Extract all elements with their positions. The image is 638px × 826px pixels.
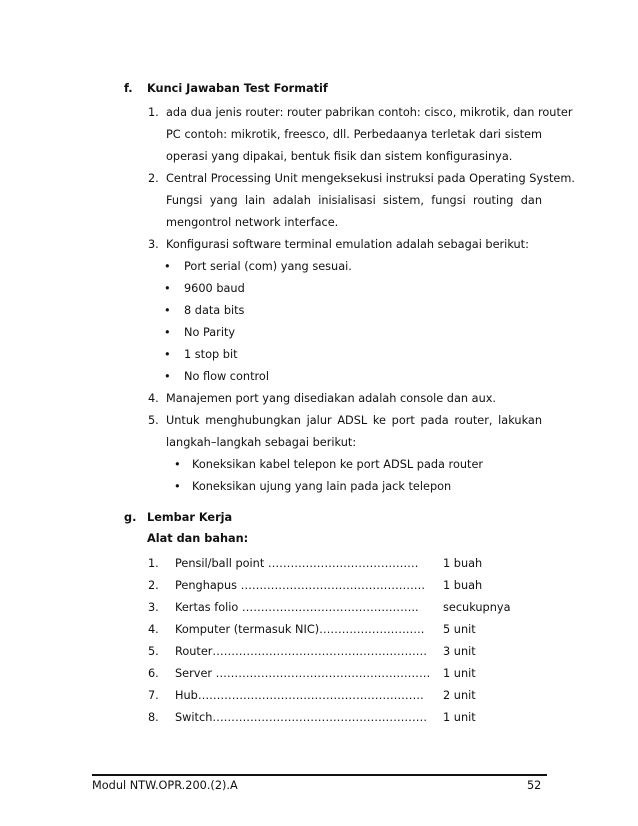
answer-line: mengontrol network interface. [166, 216, 339, 229]
bullet-dot: • [164, 348, 171, 361]
table-row-qty: 1 buah [443, 557, 483, 570]
table-row-item: Komputer (termasuk NIC)………………………. [175, 623, 425, 636]
section-g-letter: g. [124, 511, 137, 524]
answer-line: operasi yang dipakai, bentuk fisik dan sistem konfigurasinya. [166, 150, 513, 163]
table-row-item: Kertas folio ……………………………………….. [175, 601, 419, 614]
answer-number: 2. [148, 172, 159, 185]
answer-number: 1. [148, 106, 159, 119]
answer-line: PC contoh: mikrotik, freesco, dll. Perbedaanya terletak dari sistem [166, 128, 542, 141]
answer-line: Manajemen port yang disediakan adalah console dan aux. [166, 392, 497, 405]
table-row-item: Server ………………………………………………… [175, 667, 431, 680]
answer-number: 5. [148, 414, 159, 427]
bullet-dot: • [164, 304, 171, 317]
answer-line: langkah–langkah sebagai berikut: [166, 436, 357, 449]
answer-number: 3. [148, 238, 159, 251]
bullet-dot: • [174, 458, 181, 471]
table-row-qty: 5 unit [443, 623, 476, 636]
answer-line: Konfigurasi software terminal emulation adalah sebagai berikut: [166, 238, 529, 251]
section-f-letter: f. [124, 82, 133, 95]
table-row-number: 1. [148, 557, 159, 570]
bullet-text: Port serial (com) yang sesuai. [184, 260, 352, 273]
table-row-qty: 1 unit [443, 711, 476, 724]
table-row-number: 5. [148, 645, 159, 658]
section-g-title: Lembar Kerja [147, 511, 233, 524]
table-row-number: 8. [148, 711, 159, 724]
table-row-qty: 1 unit [443, 667, 476, 680]
table-row-item: Hub…………………………………………………… [175, 689, 424, 702]
answer-line: Untuk menghubungkan jalur ADSL ke port pada router, lakukan [166, 414, 542, 427]
section-f-title: Kunci Jawaban Test Formatif [147, 82, 328, 95]
bullet-text: No flow control [184, 370, 269, 383]
table-row-number: 4. [148, 623, 159, 636]
table-row-qty: secukupnya [443, 601, 511, 614]
table-row-number: 3. [148, 601, 159, 614]
bullet-text: 8 data bits [184, 304, 245, 317]
table-row-qty: 1 buah [443, 579, 483, 592]
bullet-dot: • [164, 370, 171, 383]
bullet-text: 1 stop bit [184, 348, 238, 361]
table-row-item: Pensil/ball point …………………………………. [175, 557, 419, 570]
page-number: 52 [527, 779, 542, 792]
answer-line: Fungsi yang lain adalah inisialisasi sistem, fungsi routing dan [166, 194, 542, 207]
footer-module-code: Modul NTW.OPR.200.(2).A [92, 779, 238, 792]
section-g-subtitle: Alat dan bahan: [147, 532, 249, 545]
bullet-dot: • [174, 480, 181, 493]
bullet-dot: • [164, 282, 171, 295]
bullet-text: No Parity [184, 326, 236, 339]
table-row-item: Switch………………………………………………… [175, 711, 427, 724]
table-row-number: 7. [148, 689, 159, 702]
table-row-number: 2. [148, 579, 159, 592]
footer-divider [92, 774, 547, 776]
answer-number: 4. [148, 392, 159, 405]
table-row-qty: 3 unit [443, 645, 476, 658]
answer-line: Central Processing Unit mengeksekusi instruksi pada Operating System. [166, 172, 575, 185]
table-row-number: 6. [148, 667, 159, 680]
table-row-item: Penghapus …………………………………………. [175, 579, 425, 592]
answer-line: ada dua jenis router: router pabrikan contoh: cisco, mikrotik, dan router [166, 106, 573, 119]
bullet-text: 9600 baud [184, 282, 245, 295]
bullet-dot: • [164, 260, 171, 273]
bullet-text: Koneksikan kabel telepon ke port ADSL pada router [192, 458, 484, 471]
bullet-text: Koneksikan ujung yang lain pada jack telepon [192, 480, 452, 493]
table-row-qty: 2 unit [443, 689, 476, 702]
table-row-item: Router………………………………………………… [175, 645, 428, 658]
bullet-dot: • [164, 326, 171, 339]
